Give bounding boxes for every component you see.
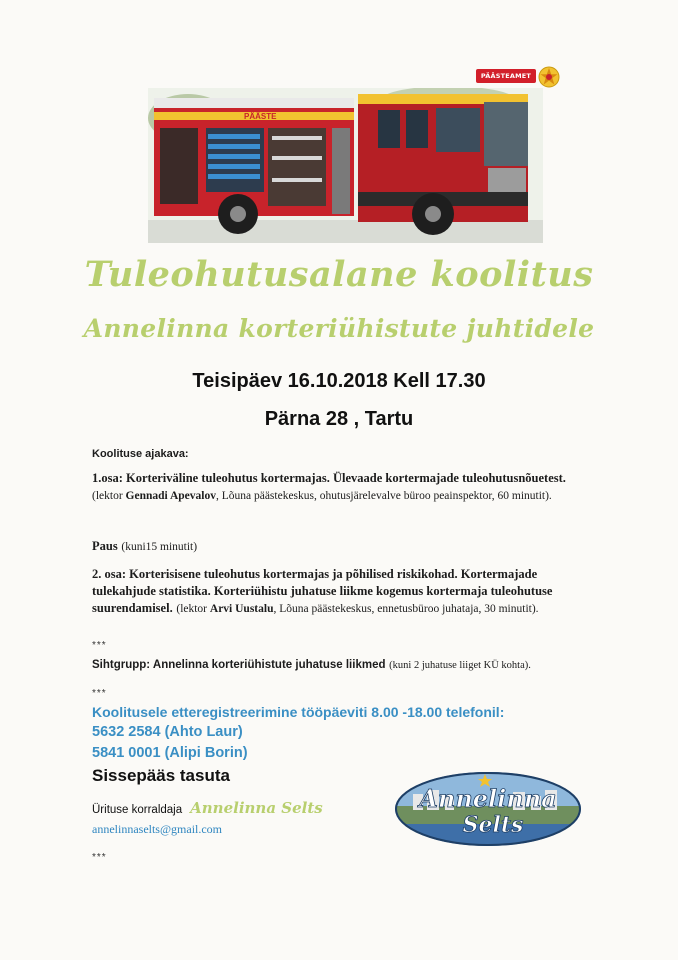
schedule-heading: Koolituse ajakava: (92, 448, 189, 460)
part1-detail-suffix: , Lõuna päästekeskus, ohutusjärelevalve büroo peainspektor, 60 minutit). (215, 490, 552, 502)
phone-alipi-borin[interactable]: 5841 0001 (Alipi Borin) (92, 745, 248, 761)
part2-title: 2. osa: Korterisisene tuleohutus kortermajas ja põhilised riskikohad. Kortermajade tulekahjude statistika. Korteriühistu juhatuse liikme kogemus kortermaja tuleohutuse suurendamisel. (92, 567, 553, 615)
target-group-label: Sihtgrupp: Annelinna korteriühistute juhatuse liikmed (92, 659, 386, 671)
part2-detail-suffix: , Lõuna päästekeskus, ennetusbüroo juhataja, 30 minutit). (273, 603, 539, 615)
separator: *** (92, 688, 107, 699)
pause-detail: (kuni15 minutit) (121, 541, 198, 553)
logo-line2: Selts (462, 812, 524, 838)
schedule-pause (92, 538, 592, 556)
email-link[interactable]: annelinnaselts@gmail.com (92, 822, 223, 836)
target-group (92, 656, 592, 674)
target-group-detail: (kuni 2 juhatuse liiget KÜ kohta). (389, 660, 531, 671)
part2-lecturer: Arvi Uustalu (209, 603, 274, 615)
part1-title: 1.osa: Korteriväline tuleohutus kortermajas. Ülevaade kortermajade tuleohutusnõuetest. (92, 471, 566, 485)
paasteamet-badge (476, 66, 562, 88)
part1-lecturer: Gennadi Apevalov (125, 490, 216, 502)
schedule-part2 (92, 566, 592, 618)
headline-title: Tuleohutusalane koolitus (84, 254, 594, 295)
entry-free: Sissepääs tasuta (92, 766, 230, 785)
paasteamet-label: PÄÄSTEAMET (476, 69, 536, 83)
organizer (92, 798, 323, 817)
fire-truck-photo (148, 88, 543, 243)
event-venue: Pärna 28 , Tartu (264, 408, 414, 430)
part1-detail-prefix: (lektor (92, 490, 126, 502)
schedule-part1 (92, 470, 592, 505)
separator: *** (92, 640, 107, 651)
registration-text: Koolitusele etteregistreerimine tööpäeviti 8.00 -18.00 telefonil: (92, 704, 505, 720)
pause-label: Paus (92, 539, 118, 553)
logo-line1: Annelinna (419, 784, 557, 813)
organizer-name: Annelinna Selts (190, 799, 323, 817)
truck-body-label: PÄÄSTE (244, 112, 277, 121)
phone-ahto-laur[interactable]: 5632 2584 (Ahto Laur) (92, 724, 243, 740)
rescue-star-emblem-icon (538, 66, 560, 88)
separator: *** (92, 852, 107, 863)
organizer-label: Ürituse korraldaja (92, 804, 183, 816)
part2-detail-prefix: (lektor (176, 603, 210, 615)
headline-subtitle: Annelinna korteriühistute juhtidele (83, 314, 595, 343)
event-datetime: Teisipäev 16.10.2018 Kell 17.30 (192, 370, 486, 392)
annelinna-selts-logo (393, 770, 583, 848)
